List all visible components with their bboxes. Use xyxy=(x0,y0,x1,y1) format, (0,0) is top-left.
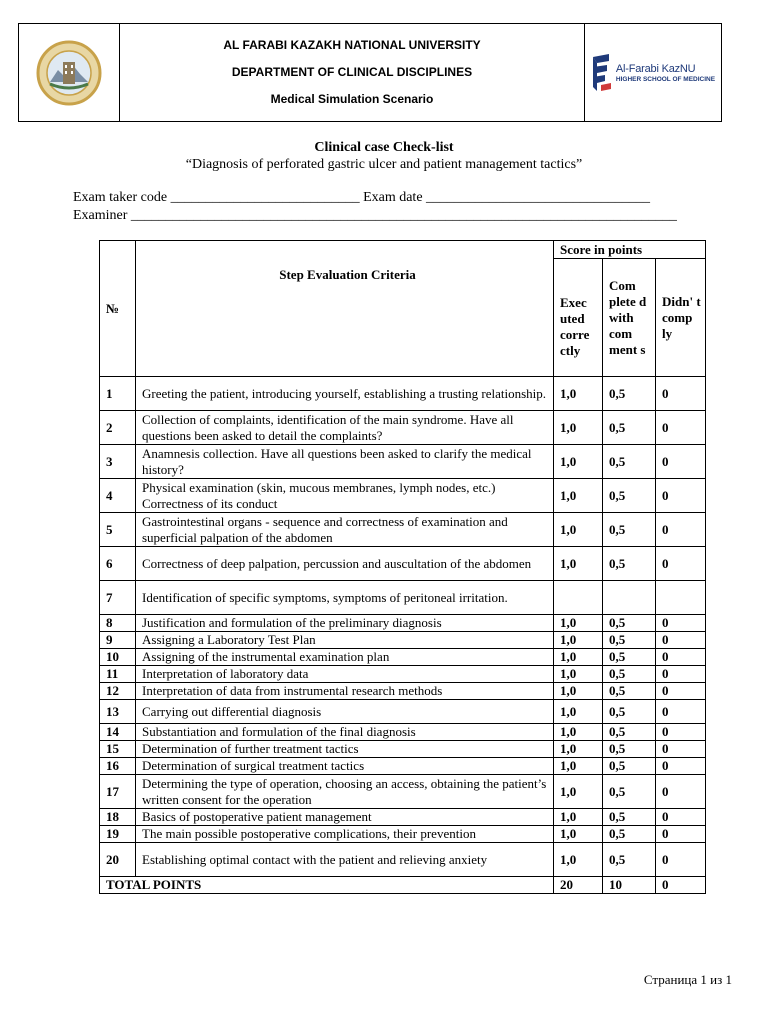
row-score-comments: 0,5 xyxy=(603,683,656,700)
table-row xyxy=(100,649,706,666)
kaznu-logo-icon xyxy=(591,53,613,93)
row-score-executed: 1,0 xyxy=(554,843,603,877)
row-score-didnt: 0 xyxy=(656,843,706,877)
row-criterion: Assigning a Laboratory Test Plan xyxy=(136,632,554,649)
row-number: 1 xyxy=(100,377,136,411)
row-score-comments xyxy=(603,581,656,615)
row-criterion: Carrying out differential diagnosis xyxy=(136,700,554,724)
table-row xyxy=(100,826,706,843)
row-score-comments: 0,5 xyxy=(603,547,656,581)
row-score-comments: 0,5 xyxy=(603,826,656,843)
row-score-didnt: 0 xyxy=(656,724,706,741)
table-row xyxy=(100,758,706,775)
table-row xyxy=(100,809,706,826)
total-label: TOTAL POINTS xyxy=(100,877,554,894)
row-score-executed: 1,0 xyxy=(554,615,603,632)
row-score-executed: 1,0 xyxy=(554,513,603,547)
row-score-didnt: 0 xyxy=(656,632,706,649)
row-score-didnt: 0 xyxy=(656,479,706,513)
row-score-comments: 0,5 xyxy=(603,479,656,513)
row-score-didnt: 0 xyxy=(656,775,706,809)
row-score-executed: 1,0 xyxy=(554,809,603,826)
table-row xyxy=(100,775,706,809)
row-score-executed: 1,0 xyxy=(554,377,603,411)
row-score-executed xyxy=(554,581,603,615)
total-executed: 20 xyxy=(554,877,603,894)
row-score-executed: 1,0 xyxy=(554,758,603,775)
page-footer: Страница 1 из 1 xyxy=(643,972,732,987)
criteria-header: Step Evaluation Criteria xyxy=(136,241,554,377)
row-number: 12 xyxy=(100,683,136,700)
row-score-comments: 0,5 xyxy=(603,513,656,547)
table-row xyxy=(100,377,706,411)
university-seal-icon xyxy=(36,40,102,106)
row-criterion: Determining the type of operation, choosing an access, obtaining the patient’s written consent for the operation xyxy=(136,775,554,809)
row-criterion: Basics of postoperative patient management xyxy=(136,809,554,826)
brand-logo xyxy=(585,24,721,121)
table-row xyxy=(100,445,706,479)
row-score-comments: 0,5 xyxy=(603,843,656,877)
row-number: 2 xyxy=(100,411,136,445)
row-score-executed: 1,0 xyxy=(554,741,603,758)
row-score-executed: 1,0 xyxy=(554,649,603,666)
row-score-didnt xyxy=(656,581,706,615)
table-row xyxy=(100,683,706,700)
row-number: 19 xyxy=(100,826,136,843)
document-header xyxy=(18,23,722,122)
row-criterion: Greeting the patient, introducing yourself, establishing a trusting relationship. xyxy=(136,377,554,411)
row-criterion: Physical examination (skin, mucous membranes, lymph nodes, etc.) Correctness of its conduct xyxy=(136,479,554,513)
table-row xyxy=(100,479,706,513)
row-criterion: The main possible postoperative complications, their prevention xyxy=(136,826,554,843)
table-row xyxy=(100,632,706,649)
row-score-didnt: 0 xyxy=(656,445,706,479)
table-row xyxy=(100,411,706,445)
row-score-didnt: 0 xyxy=(656,411,706,445)
total-comments: 10 xyxy=(603,877,656,894)
row-number: 20 xyxy=(100,843,136,877)
table-row xyxy=(100,843,706,877)
row-score-executed: 1,0 xyxy=(554,479,603,513)
table-row xyxy=(100,666,706,683)
row-score-didnt: 0 xyxy=(656,666,706,683)
row-score-executed: 1,0 xyxy=(554,666,603,683)
row-score-executed: 1,0 xyxy=(554,700,603,724)
row-number: 9 xyxy=(100,632,136,649)
row-score-didnt: 0 xyxy=(656,758,706,775)
row-score-didnt: 0 xyxy=(656,547,706,581)
row-number: 5 xyxy=(100,513,136,547)
brand-name: Al-Farabi KazNU xyxy=(615,62,696,75)
table-row xyxy=(100,724,706,741)
row-number: 14 xyxy=(100,724,136,741)
row-number: 13 xyxy=(100,700,136,724)
row-score-comments: 0,5 xyxy=(603,377,656,411)
row-score-didnt: 0 xyxy=(656,700,706,724)
row-score-executed: 1,0 xyxy=(554,724,603,741)
row-score-comments: 0,5 xyxy=(603,741,656,758)
didnt-header: Didn' t comp ly xyxy=(656,259,706,377)
executed-header: Exec uted corre ctly xyxy=(554,259,603,377)
row-number: 18 xyxy=(100,809,136,826)
row-score-executed: 1,0 xyxy=(554,445,603,479)
row-score-executed: 1,0 xyxy=(554,683,603,700)
row-score-didnt: 0 xyxy=(656,826,706,843)
row-score-executed: 1,0 xyxy=(554,826,603,843)
exam-taker-field[interactable]: Exam taker code ___________________________ Exam date ________________________________ xyxy=(73,190,651,205)
row-score-executed: 1,0 xyxy=(554,547,603,581)
row-number: 8 xyxy=(100,615,136,632)
row-score-executed: 1,0 xyxy=(554,632,603,649)
row-criterion: Determination of surgical treatment tactics xyxy=(136,758,554,775)
row-score-comments: 0,5 xyxy=(603,724,656,741)
row-number: 7 xyxy=(100,581,136,615)
row-score-executed: 1,0 xyxy=(554,411,603,445)
total-didnt: 0 xyxy=(656,877,706,894)
table-row xyxy=(100,700,706,724)
row-score-comments: 0,5 xyxy=(603,445,656,479)
row-criterion: Justification and formulation of the preliminary diagnosis xyxy=(136,615,554,632)
row-criterion: Anamnesis collection. Have all questions been asked to clarify the medical history? xyxy=(136,445,554,479)
row-score-comments: 0,5 xyxy=(603,700,656,724)
row-criterion: Interpretation of laboratory data xyxy=(136,666,554,683)
document-titles xyxy=(0,139,768,173)
row-score-didnt: 0 xyxy=(656,513,706,547)
row-number: 3 xyxy=(100,445,136,479)
table-row xyxy=(100,513,706,547)
row-criterion: Collection of complaints, identification of the main syndrome. Have all questions been asked to detail the complaints? xyxy=(136,411,554,445)
row-criterion: Correctness of deep palpation, percussion and auscultation of the abdomen xyxy=(136,547,554,581)
row-number: 15 xyxy=(100,741,136,758)
university-name: AL FARABI KAZAKH NATIONAL UNIVERSITY xyxy=(223,38,481,52)
row-score-executed: 1,0 xyxy=(554,775,603,809)
header-titles xyxy=(120,24,585,121)
table-row xyxy=(100,615,706,632)
checklist-table xyxy=(99,240,706,894)
row-score-didnt: 0 xyxy=(656,809,706,826)
row-number: 4 xyxy=(100,479,136,513)
row-criterion: Substantiation and formulation of the final diagnosis xyxy=(136,724,554,741)
row-criterion: Determination of further treatment tactics xyxy=(136,741,554,758)
row-criterion: Interpretation of data from instrumental research methods xyxy=(136,683,554,700)
row-criterion: Identification of specific symptoms, symptoms of peritoneal irritation. xyxy=(136,581,554,615)
row-criterion: Assigning of the instrumental examination plan xyxy=(136,649,554,666)
comments-header: Com plete d with com ment s xyxy=(603,259,656,377)
row-number: 11 xyxy=(100,666,136,683)
row-criterion: Establishing optimal contact with the patient and relieving anxiety xyxy=(136,843,554,877)
row-score-comments: 0,5 xyxy=(603,809,656,826)
department-name: DEPARTMENT OF CLINICAL DISCIPLINES xyxy=(231,65,473,79)
row-number: 17 xyxy=(100,775,136,809)
row-score-comments: 0,5 xyxy=(603,649,656,666)
row-score-comments: 0,5 xyxy=(603,758,656,775)
row-score-didnt: 0 xyxy=(656,649,706,666)
row-criterion: Gastrointestinal organs - sequence and correctness of examination and superficial palpation of the abdomen xyxy=(136,513,554,547)
table-row xyxy=(100,581,706,615)
examiner-field[interactable]: Examiner ______________________________________________________________________________ xyxy=(73,208,677,223)
row-number: 6 xyxy=(100,547,136,581)
row-number: 16 xyxy=(100,758,136,775)
row-score-comments: 0,5 xyxy=(603,615,656,632)
score-header: Score in points xyxy=(554,241,706,259)
brand-subtitle: HIGHER SCHOOL OF MEDICINE xyxy=(615,75,716,83)
university-seal xyxy=(19,24,120,121)
row-score-comments: 0,5 xyxy=(603,411,656,445)
table-row xyxy=(100,741,706,758)
row-score-didnt: 0 xyxy=(656,615,706,632)
row-score-comments: 0,5 xyxy=(603,632,656,649)
document-subtitle: “Diagnosis of perforated gastric ulcer and patient management tactics” xyxy=(185,157,583,172)
row-score-didnt: 0 xyxy=(656,683,706,700)
row-score-comments: 0,5 xyxy=(603,775,656,809)
row-number: 10 xyxy=(100,649,136,666)
document-title: Clinical case Check-list xyxy=(314,140,454,155)
num-header: № xyxy=(100,241,136,377)
row-score-didnt: 0 xyxy=(656,377,706,411)
row-score-comments: 0,5 xyxy=(603,666,656,683)
scenario-name: Medical Simulation Scenario xyxy=(270,92,434,106)
table-row xyxy=(100,547,706,581)
total-row xyxy=(100,877,706,894)
row-score-didnt: 0 xyxy=(656,741,706,758)
